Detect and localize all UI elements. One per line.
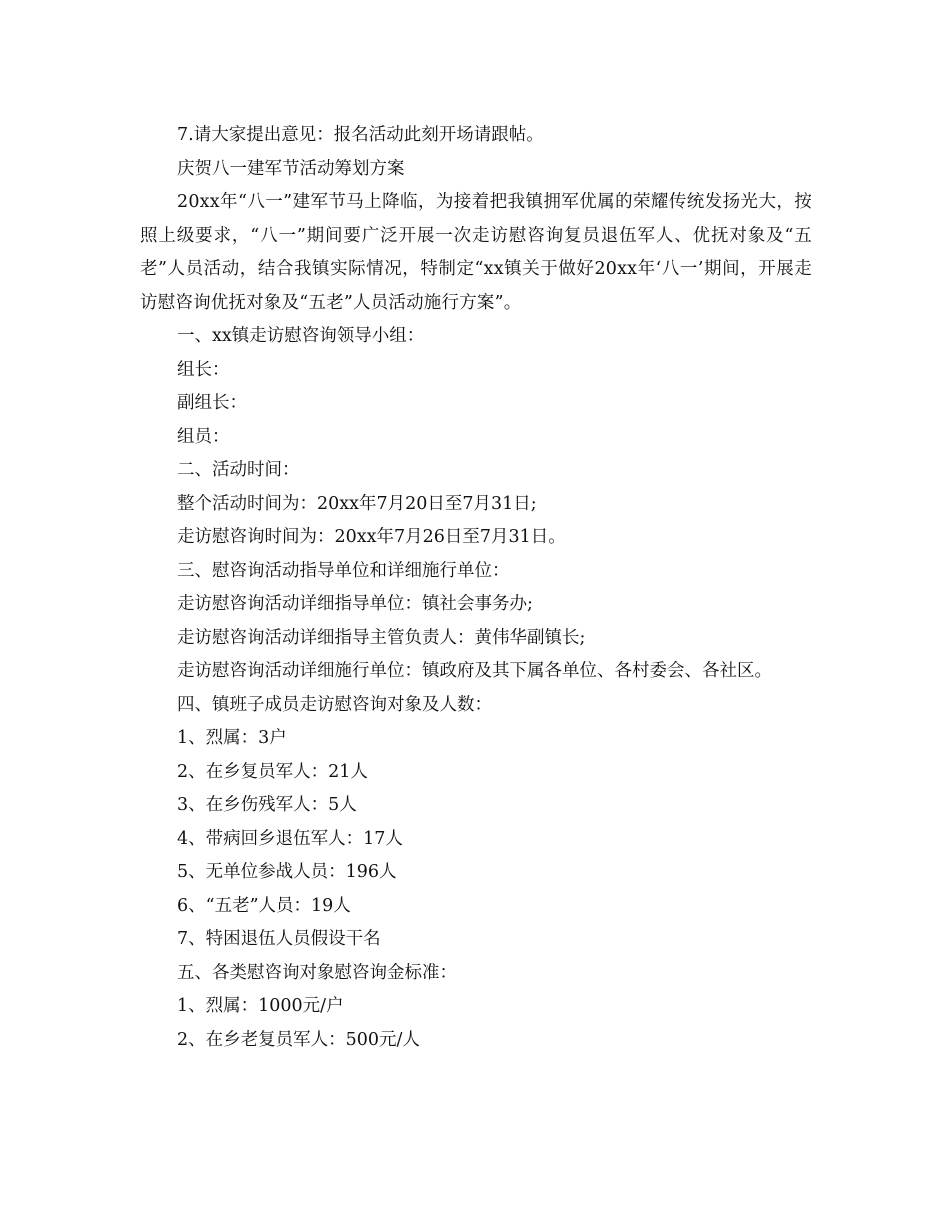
list-item: 5、无单位参战人员：196人 xyxy=(177,862,397,882)
text-line: 副组长： xyxy=(177,393,247,413)
list-item: 3、在乡伤残军人：5人 xyxy=(177,795,357,815)
text-line: 走访慰咨询时间为：20xx年7月26日至7月31日。 xyxy=(177,527,566,547)
text-line: 7.请大家提出意见：报名活动此刻开场请跟帖。 xyxy=(177,125,544,145)
list-item: 2、在乡老复员军人：500元/人 xyxy=(177,1029,420,1050)
text-line: 走访慰咨询活动详细指导单位：镇社会事务办; xyxy=(177,594,533,614)
text-line: 组员： xyxy=(177,426,230,447)
list-item: 1、烈属：1000元/户 xyxy=(177,996,344,1016)
list-item: 6、“五老”人员：19人 xyxy=(177,895,351,916)
section-heading-1: 一、xx镇走访慰咨询领导小组： xyxy=(177,326,425,346)
list-item: 1、烈属：3户 xyxy=(177,728,287,748)
list-item: 7、特困退伍人员假设干名 xyxy=(177,929,381,949)
section-heading-5: 五、各类慰咨询对象慰咨询金标准： xyxy=(177,962,457,983)
list-item: 2、在乡复员军人：21人 xyxy=(177,761,368,782)
document-body xyxy=(140,119,812,1057)
list-item: 4、带病回乡退伍军人：17人 xyxy=(177,828,403,849)
section-heading-4: 四、镇班子成员走访慰咨询对象及人数： xyxy=(177,694,492,715)
section-heading-3: 三、慰咨询活动指导单位和详细施行单位： xyxy=(177,560,510,581)
text-line: 整个活动时间为：20xx年7月20日至7月31日; xyxy=(177,493,537,514)
text-line: 走访慰咨询活动详细指导主管负责人：黄伟华副镇长; xyxy=(177,627,586,648)
intro-paragraph: 20xx年“八一”建军节马上降临，为接着把我镇拥军优属的荣耀传统发扬光大，按照上级要求，“八一”期间要广泛开展一次走访慰咨询复员退伍军人、优抚对象及“五老”人员活动，结合我镇实际情况，特制定“xx镇关于做好20xx年‘八一’期间，开展走访慰咨询优抚对象及“五老”人员活动施行方案”。 xyxy=(140,192,812,313)
section-heading-2: 二、活动时间： xyxy=(177,460,300,480)
text-line: 组长： xyxy=(177,359,230,380)
text-line: 走访慰咨询活动详细施行单位：镇政府及其下属各单位、各村委会、各社区。 xyxy=(177,661,772,681)
plan-title: 庆贺八一建军节活动筹划方案 xyxy=(177,158,405,179)
